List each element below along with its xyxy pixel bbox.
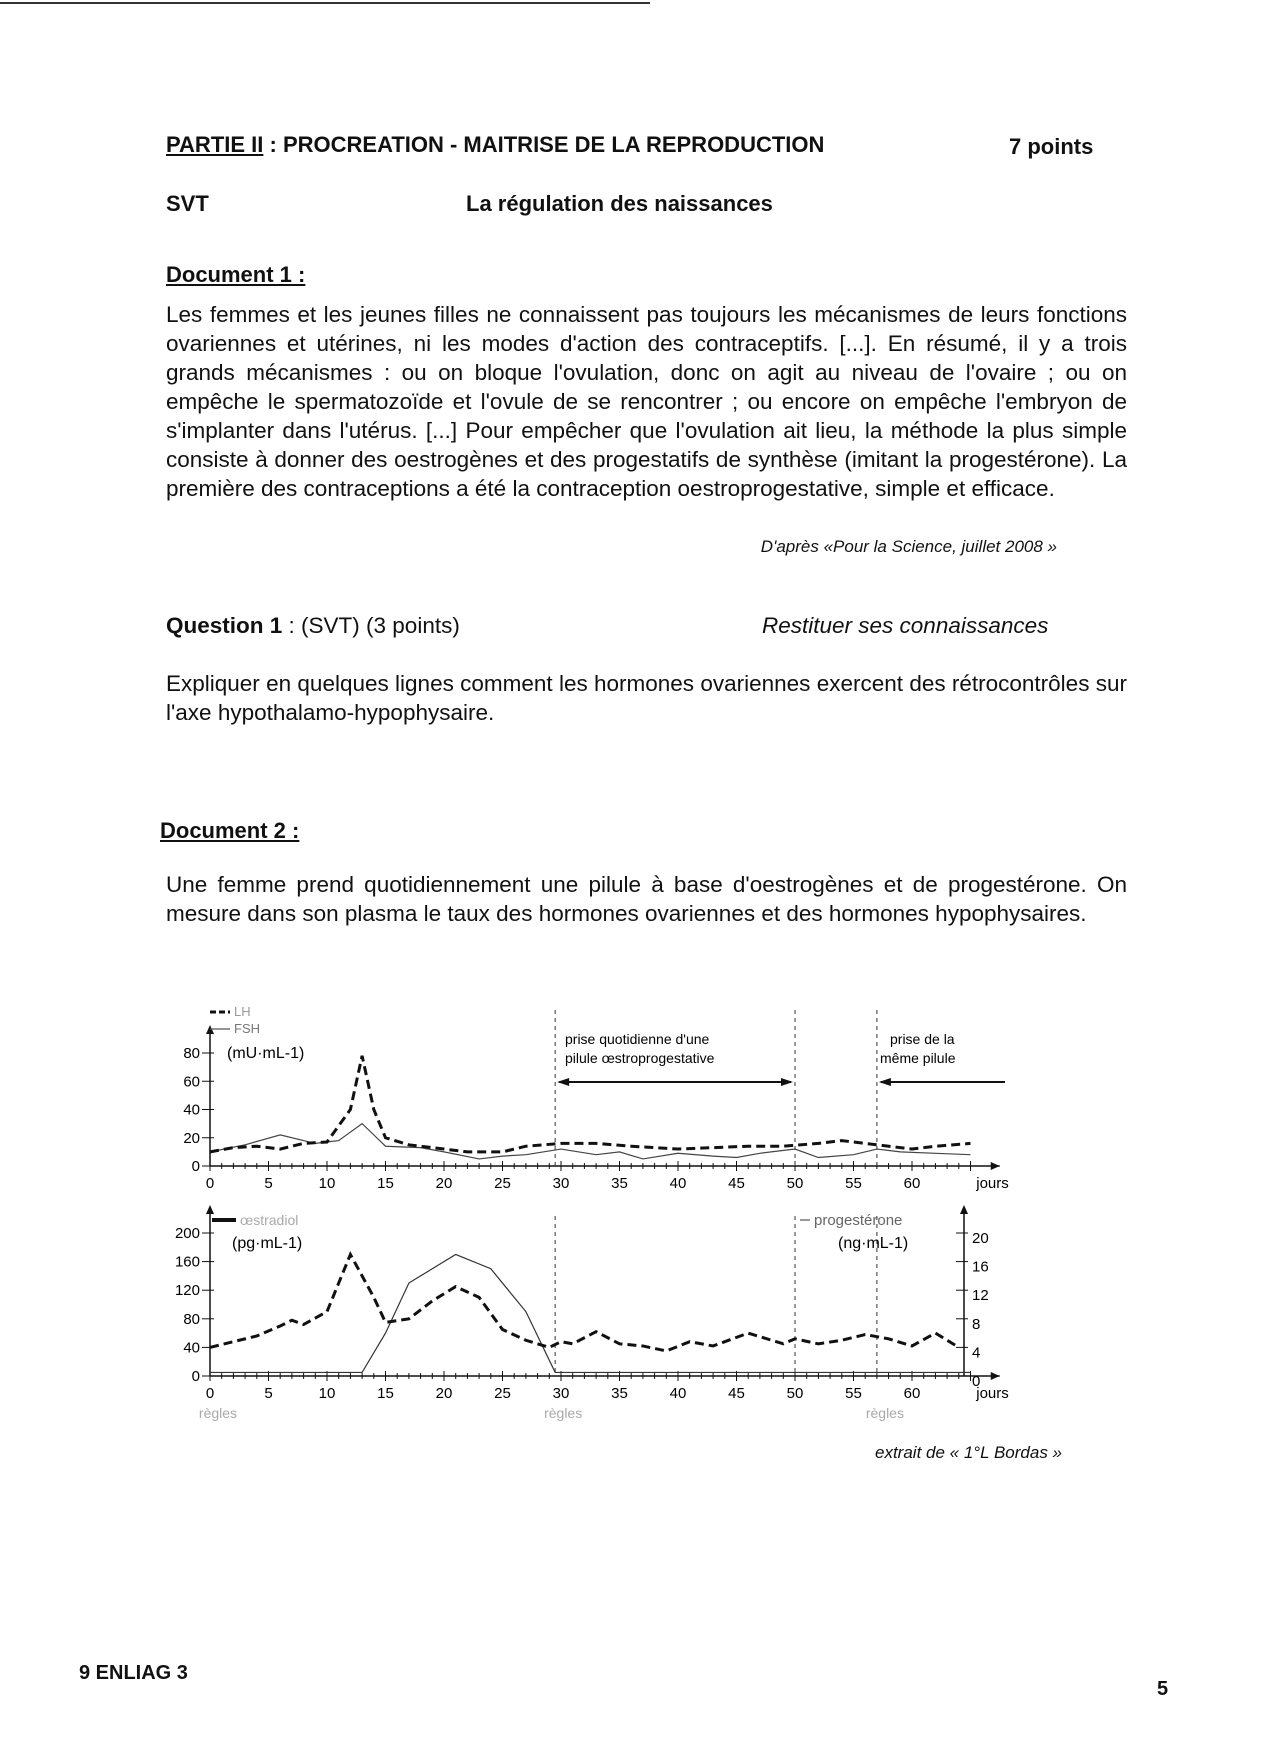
chart1-x-tick-label: 60: [903, 1175, 921, 1192]
chart2-y2-arrow-icon: [960, 1205, 968, 1214]
points: 7 points: [1009, 134, 1094, 159]
pill2-label-l1: prise de la: [890, 1031, 955, 1047]
chart1-x-tick-label: 55: [845, 1175, 862, 1192]
pill1-label-l1: prise quotidienne d'une: [565, 1031, 710, 1047]
menses-label: règles: [198, 1405, 238, 1421]
chart2-x-tick-label: 10: [318, 1385, 336, 1402]
subject: SVT: [166, 191, 209, 216]
doc2-source: extrait de « 1°L Bordas »: [875, 1443, 1062, 1462]
chart2-y-tick-label: 40: [183, 1339, 200, 1357]
chart1-y-tick-label: 40: [183, 1101, 200, 1119]
doc1-title: Document 1 :: [166, 262, 306, 287]
part-heading: [166, 132, 824, 158]
chart2-x-tick-label: 0: [205, 1385, 215, 1402]
chart2-y-tick-label: 120: [174, 1282, 200, 1300]
question1-skill: Restituer ses connaissances: [762, 613, 1049, 638]
chart2-unit-right: (ng·mL-1): [838, 1235, 909, 1252]
lh-line: [210, 1056, 971, 1152]
chart1-x-label: jours: [976, 1175, 1009, 1192]
chart2-unit-left: (pg·mL-1): [232, 1235, 303, 1252]
chart1-y-tick-label: 80: [183, 1045, 200, 1062]
chart1-x-tick-label: 25: [494, 1175, 511, 1192]
estradiol-line: [210, 1254, 959, 1351]
question1-text: Expliquer en quelques lignes comment les hormones ovariennes exercent des rétrocontrôles sur l'axe hypothalamo-hypophysaire.: [166, 671, 1127, 725]
chart1-x-tick-label: 15: [377, 1175, 394, 1192]
chart1-x-tick-label: 35: [611, 1175, 628, 1192]
chart1-x-tick-label: 50: [786, 1175, 804, 1192]
chart2-x-tick-label: 15: [377, 1385, 394, 1402]
chart2-y-tick-label: 160: [174, 1253, 200, 1271]
chart1-x-tick-label: 20: [435, 1175, 453, 1192]
chart2-y2-tick-label: 12: [972, 1287, 989, 1305]
part-title: : PROCREATION - MAITRISE DE LA REPRODUCTION: [263, 132, 825, 157]
progesterone-legend-label: progestérone: [814, 1212, 903, 1229]
chart1-y-tick-label: 20: [183, 1129, 200, 1147]
chart2-x-arrow-icon: [991, 1372, 1000, 1380]
page-number: 5: [1157, 1678, 1169, 1700]
chart2-y2-tick-label: 8: [972, 1315, 981, 1333]
chart2-y-tick-label: 200: [174, 1225, 200, 1242]
chart1-x-tick-label: 45: [728, 1175, 745, 1192]
chart2-y-tick-label: 80: [183, 1310, 200, 1328]
chart1-x-tick-label: 0: [205, 1175, 215, 1192]
chart2-y2-tick-label: 4: [972, 1344, 981, 1362]
doc2-title: Document 2 :: [160, 818, 300, 843]
chart2-y-tick-label: 0: [191, 1368, 200, 1385]
question1-detail: : (SVT) (3 points): [282, 613, 460, 638]
question1-heading: [166, 613, 460, 639]
chart2-x-tick-label: 60: [903, 1385, 921, 1402]
chart2-x-tick-label: 35: [611, 1385, 628, 1402]
chart1-y-tick-label: 60: [183, 1073, 200, 1091]
chart2-x-tick-label: 40: [669, 1385, 687, 1402]
chart2-y-arrow-icon: [206, 1205, 214, 1214]
theme: La régulation des naissances: [466, 191, 773, 216]
pill2-arrowhead-icon: [879, 1078, 891, 1086]
chart2-x-tick-label: 55: [845, 1385, 862, 1402]
part-label: PARTIE II: [166, 132, 264, 157]
lh-legend-label: LH: [234, 1004, 251, 1019]
chart2-x-tick-label: 20: [435, 1385, 453, 1402]
chart2-x-tick-label: 5: [264, 1385, 273, 1402]
chart2-x-tick-label: 30: [552, 1385, 570, 1402]
menses-label: règles: [865, 1405, 904, 1421]
footer-code: 9 ENLIAG 3: [79, 1662, 188, 1684]
doc1-source: D'après «Pour la Science, juillet 2008 »: [760, 537, 1057, 556]
chart2-y2-tick-label: 0: [972, 1373, 981, 1390]
chart2-x-tick-label: 25: [494, 1385, 511, 1402]
fsh-legend-label: FSH: [234, 1021, 260, 1036]
progesterone-line: [210, 1254, 971, 1372]
chart2-x-label: jours: [976, 1385, 1009, 1402]
chart1-x-tick-label: 5: [264, 1175, 273, 1192]
chart2-y2-tick-label: 16: [972, 1258, 989, 1276]
chart1-unit: (mU·mL-1): [227, 1045, 305, 1062]
pill1-label-l2: pilule œstroprogestative: [565, 1050, 715, 1066]
doc2-text: Une femme prend quotidiennement une pilule à base d'oestrogènes et de progestérone. On mesure dans son plasma le taux des hormones ovariennes et des hormones hypophysaires.: [166, 872, 1127, 926]
chart2-x-tick-label: 50: [786, 1385, 804, 1402]
hormone-charts: [0, 1000, 1277, 1430]
menses-label: règles: [544, 1405, 583, 1421]
pill2-label-l2: même pilule: [880, 1050, 956, 1066]
chart1-x-tick-label: 10: [318, 1175, 336, 1192]
chart1-y-tick-label: 0: [191, 1158, 200, 1175]
chart1-x-arrow-icon: [991, 1162, 1000, 1170]
chart1-x-tick-label: 30: [552, 1175, 570, 1192]
chart1-x-tick-label: 40: [669, 1175, 687, 1192]
question1-label: Question 1: [166, 613, 283, 638]
chart2-y2-tick-label: 20: [972, 1230, 989, 1247]
estradiol-legend-label: œstradiol: [240, 1212, 299, 1228]
doc1-text: Les femmes et les jeunes filles ne connaissent pas toujours les mécanismes de leurs fonctions ovariennes et utérines, ni les modes d'action des contraceptifs. [...]. En résumé, il y a trois grands mécanismes : ou on bloque l'ovulation, donc on agit au niveau de l'ovaire ; ou on empêche le spermatozoïde et l'ovule de se rencontrer ; ou encore on empêche l'embryon de s'implanter dans l'utérus. [...] Pour empêcher que l'ovulation ait lieu, la méthode la plus simple consiste à donner des oestrogènes et des progestatifs de synthèse (imitant la progestérone). La première des contraceptions a été la contraception oestroprogestative, simple et efficace.: [166, 302, 1127, 501]
chart2-x-tick-label: 45: [728, 1385, 745, 1402]
top-rule: [0, 2, 650, 4]
